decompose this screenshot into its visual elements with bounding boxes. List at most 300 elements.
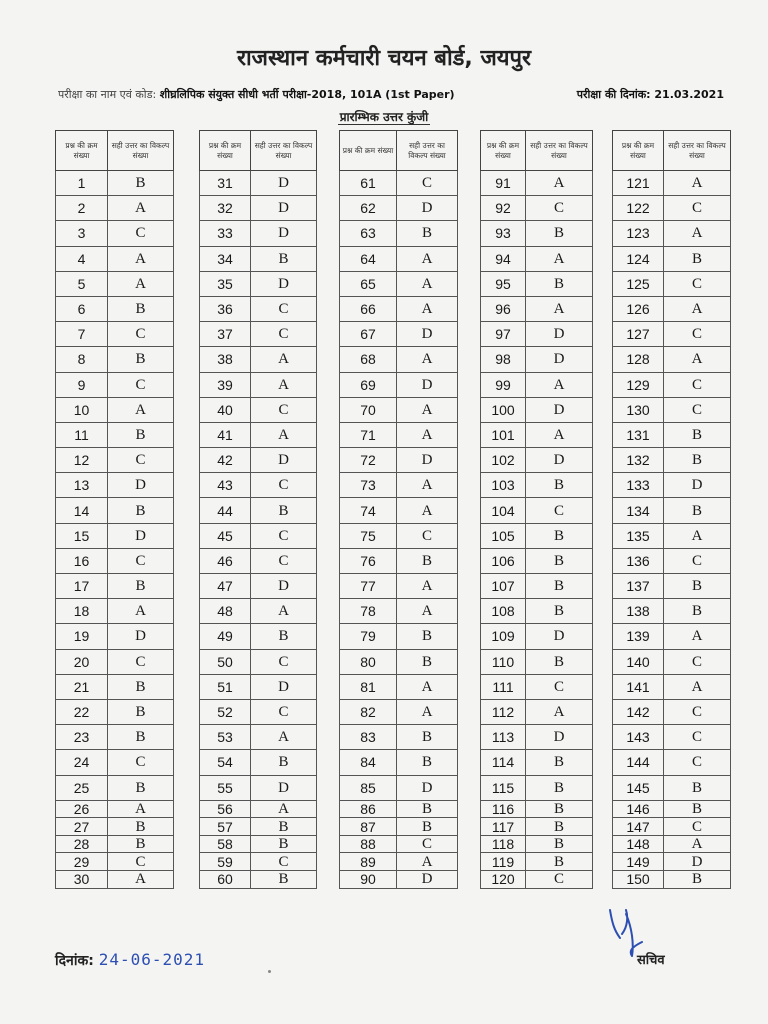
table-row bbox=[613, 196, 731, 221]
table-row bbox=[56, 322, 174, 347]
answer-option: C bbox=[664, 818, 731, 836]
question-number: 123 bbox=[613, 221, 664, 246]
question-number: 122 bbox=[613, 196, 664, 221]
question-number: 105 bbox=[481, 523, 526, 548]
question-number: 33 bbox=[200, 221, 251, 246]
table-row bbox=[613, 397, 731, 422]
question-number: 39 bbox=[200, 372, 251, 397]
table-row bbox=[200, 853, 317, 871]
question-number: 13 bbox=[56, 473, 108, 498]
table-row bbox=[56, 171, 174, 196]
answer-option: B bbox=[108, 818, 174, 836]
table-row bbox=[200, 775, 317, 800]
question-number: 136 bbox=[613, 548, 664, 573]
answer-option: B bbox=[526, 473, 593, 498]
answer-option: B bbox=[526, 750, 593, 775]
table-row bbox=[481, 871, 593, 889]
table-row bbox=[481, 196, 593, 221]
question-number: 37 bbox=[200, 322, 251, 347]
table-row bbox=[200, 221, 317, 246]
answer-table-2 bbox=[199, 130, 317, 889]
table-row bbox=[481, 725, 593, 750]
answer-option: B bbox=[108, 835, 174, 853]
answer-option: C bbox=[664, 322, 731, 347]
table-row bbox=[56, 448, 174, 473]
question-number: 85 bbox=[340, 775, 397, 800]
answer-option: B bbox=[108, 574, 174, 599]
answer-option: A bbox=[108, 271, 174, 296]
answer-option: C bbox=[108, 853, 174, 871]
question-number: 56 bbox=[200, 800, 251, 818]
answer-option: A bbox=[397, 699, 458, 724]
question-number: 81 bbox=[340, 674, 397, 699]
answer-option: A bbox=[526, 372, 593, 397]
question-number: 50 bbox=[200, 649, 251, 674]
answer-option: D bbox=[251, 448, 317, 473]
table-row bbox=[613, 322, 731, 347]
table-row bbox=[481, 271, 593, 296]
question-number: 76 bbox=[340, 548, 397, 573]
answer-table-4 bbox=[480, 130, 593, 889]
answer-option: B bbox=[526, 835, 593, 853]
question-number: 99 bbox=[481, 372, 526, 397]
table-row bbox=[340, 448, 458, 473]
answer-option: D bbox=[526, 322, 593, 347]
answer-option: C bbox=[251, 548, 317, 573]
answer-option: C bbox=[108, 372, 174, 397]
answer-option: A bbox=[397, 498, 458, 523]
question-number: 143 bbox=[613, 725, 664, 750]
table-row bbox=[200, 397, 317, 422]
question-number: 63 bbox=[340, 221, 397, 246]
footer-date bbox=[55, 950, 205, 970]
question-number: 98 bbox=[481, 347, 526, 372]
question-number: 139 bbox=[613, 624, 664, 649]
table-row bbox=[613, 674, 731, 699]
answer-option: B bbox=[526, 548, 593, 573]
table-row bbox=[340, 725, 458, 750]
table-row bbox=[340, 599, 458, 624]
question-number: 126 bbox=[613, 296, 664, 321]
answer-option: B bbox=[664, 800, 731, 818]
table-row bbox=[200, 523, 317, 548]
answer-option: A bbox=[664, 624, 731, 649]
question-number: 146 bbox=[613, 800, 664, 818]
answer-option: D bbox=[397, 775, 458, 800]
table-row bbox=[200, 196, 317, 221]
question-number: 7 bbox=[56, 322, 108, 347]
table-row bbox=[56, 548, 174, 573]
table-row bbox=[200, 871, 317, 889]
question-number: 90 bbox=[340, 871, 397, 889]
table-row bbox=[56, 196, 174, 221]
question-number: 72 bbox=[340, 448, 397, 473]
table-row bbox=[56, 624, 174, 649]
question-number: 137 bbox=[613, 574, 664, 599]
answer-option: B bbox=[397, 221, 458, 246]
answer-option: A bbox=[397, 422, 458, 447]
question-number: 130 bbox=[613, 397, 664, 422]
answer-option: A bbox=[251, 599, 317, 624]
answer-option: B bbox=[664, 599, 731, 624]
answer-option: A bbox=[397, 853, 458, 871]
question-number: 106 bbox=[481, 548, 526, 573]
table-row bbox=[200, 800, 317, 818]
answer-option: B bbox=[108, 725, 174, 750]
question-number: 73 bbox=[340, 473, 397, 498]
question-number: 12 bbox=[56, 448, 108, 473]
table-row bbox=[613, 853, 731, 871]
answer-option: A bbox=[108, 196, 174, 221]
table-row bbox=[56, 523, 174, 548]
answer-option: A bbox=[526, 246, 593, 271]
question-number-header: प्रश्न की क्रम संख्या bbox=[613, 131, 664, 171]
answer-option: A bbox=[397, 574, 458, 599]
question-number: 30 bbox=[56, 871, 108, 889]
answer-option: A bbox=[108, 871, 174, 889]
table-row bbox=[481, 322, 593, 347]
question-number: 93 bbox=[481, 221, 526, 246]
answer-option: A bbox=[397, 246, 458, 271]
correct-option-header: सही उत्तर का विकल्प संख्या bbox=[664, 131, 731, 171]
answer-option: A bbox=[664, 835, 731, 853]
table-row bbox=[56, 296, 174, 321]
table-row bbox=[56, 221, 174, 246]
answer-option: C bbox=[526, 498, 593, 523]
exam-date bbox=[577, 87, 724, 102]
correct-option-header: सही उत्तर का विकल्प संख्या bbox=[526, 131, 593, 171]
table-row bbox=[481, 674, 593, 699]
table-row bbox=[613, 271, 731, 296]
answer-option: C bbox=[108, 221, 174, 246]
table-row bbox=[340, 372, 458, 397]
question-number: 31 bbox=[200, 171, 251, 196]
answer-option: B bbox=[664, 246, 731, 271]
question-number: 80 bbox=[340, 649, 397, 674]
answer-option: B bbox=[526, 818, 593, 836]
answer-option: B bbox=[526, 574, 593, 599]
answer-option: A bbox=[397, 674, 458, 699]
table-row bbox=[613, 871, 731, 889]
answer-option: B bbox=[108, 422, 174, 447]
question-number: 61 bbox=[340, 171, 397, 196]
question-number: 11 bbox=[56, 422, 108, 447]
table-row bbox=[481, 649, 593, 674]
question-number-header: प्रश्न की क्रम संख्या bbox=[56, 131, 108, 171]
question-number: 18 bbox=[56, 599, 108, 624]
question-number: 57 bbox=[200, 818, 251, 836]
table-row bbox=[200, 498, 317, 523]
answer-option: A bbox=[108, 599, 174, 624]
answer-option: B bbox=[664, 422, 731, 447]
table-row bbox=[340, 624, 458, 649]
question-number: 78 bbox=[340, 599, 397, 624]
exam-label: परीक्षा का नाम एवं कोड: bbox=[58, 88, 157, 101]
answer-option: B bbox=[251, 246, 317, 271]
question-number: 103 bbox=[481, 473, 526, 498]
table-row bbox=[481, 246, 593, 271]
question-number: 17 bbox=[56, 574, 108, 599]
table-row bbox=[200, 473, 317, 498]
table-row bbox=[613, 649, 731, 674]
table-row bbox=[340, 296, 458, 321]
table-row bbox=[613, 624, 731, 649]
table-row bbox=[481, 574, 593, 599]
question-number: 144 bbox=[613, 750, 664, 775]
table-row bbox=[340, 221, 458, 246]
answer-option: A bbox=[664, 347, 731, 372]
answer-option: D bbox=[251, 196, 317, 221]
table-row bbox=[613, 725, 731, 750]
question-number: 88 bbox=[340, 835, 397, 853]
answer-option: D bbox=[397, 448, 458, 473]
question-number: 2 bbox=[56, 196, 108, 221]
table-row bbox=[200, 322, 317, 347]
table-row bbox=[200, 372, 317, 397]
answer-option: D bbox=[397, 871, 458, 889]
table-row bbox=[340, 649, 458, 674]
question-number-header: प्रश्न की क्रम संख्या bbox=[200, 131, 251, 171]
answer-option: C bbox=[251, 649, 317, 674]
question-number: 141 bbox=[613, 674, 664, 699]
question-number: 107 bbox=[481, 574, 526, 599]
table-row bbox=[613, 800, 731, 818]
table-row bbox=[481, 853, 593, 871]
answer-option: C bbox=[664, 725, 731, 750]
table-row bbox=[481, 599, 593, 624]
question-number: 124 bbox=[613, 246, 664, 271]
question-number: 65 bbox=[340, 271, 397, 296]
question-number: 70 bbox=[340, 397, 397, 422]
answer-option: A bbox=[108, 397, 174, 422]
question-number: 14 bbox=[56, 498, 108, 523]
question-number: 84 bbox=[340, 750, 397, 775]
question-number: 51 bbox=[200, 674, 251, 699]
table-row bbox=[340, 422, 458, 447]
table-row bbox=[340, 835, 458, 853]
answer-option: A bbox=[526, 422, 593, 447]
table-row bbox=[613, 171, 731, 196]
answer-option: B bbox=[108, 498, 174, 523]
answer-option: B bbox=[251, 871, 317, 889]
answer-option: B bbox=[526, 523, 593, 548]
signatory-title: सचिव bbox=[637, 953, 665, 968]
table-row bbox=[613, 372, 731, 397]
question-number: 134 bbox=[613, 498, 664, 523]
table-row bbox=[481, 473, 593, 498]
table-row bbox=[340, 699, 458, 724]
question-number: 27 bbox=[56, 818, 108, 836]
answer-option: D bbox=[664, 853, 731, 871]
table-row bbox=[340, 397, 458, 422]
question-number: 20 bbox=[56, 649, 108, 674]
table-row bbox=[200, 725, 317, 750]
answer-option: B bbox=[108, 171, 174, 196]
answer-option: B bbox=[526, 221, 593, 246]
table-row bbox=[56, 372, 174, 397]
question-number: 28 bbox=[56, 835, 108, 853]
question-number: 140 bbox=[613, 649, 664, 674]
question-number: 118 bbox=[481, 835, 526, 853]
table-row bbox=[613, 498, 731, 523]
question-number: 100 bbox=[481, 397, 526, 422]
answer-option: B bbox=[664, 574, 731, 599]
table-row bbox=[340, 750, 458, 775]
table-row bbox=[200, 246, 317, 271]
question-number: 21 bbox=[56, 674, 108, 699]
question-number: 101 bbox=[481, 422, 526, 447]
table-row bbox=[613, 422, 731, 447]
question-number: 24 bbox=[56, 750, 108, 775]
footer-date-value: 24-06-2021 bbox=[98, 950, 206, 969]
exam-date-value: 21.03.2021 bbox=[654, 88, 724, 101]
question-number: 16 bbox=[56, 548, 108, 573]
answer-option: C bbox=[526, 871, 593, 889]
answer-option: D bbox=[397, 196, 458, 221]
question-number: 111 bbox=[481, 674, 526, 699]
table-row bbox=[481, 548, 593, 573]
table-row bbox=[481, 422, 593, 447]
question-number: 32 bbox=[200, 196, 251, 221]
answer-option: B bbox=[251, 818, 317, 836]
answer-key-subtitle: प्रारम्भिक उत्तर कुंजी bbox=[339, 110, 429, 124]
answer-option: A bbox=[397, 397, 458, 422]
answer-option: D bbox=[108, 523, 174, 548]
answer-option: D bbox=[251, 574, 317, 599]
table-row bbox=[200, 548, 317, 573]
table-row bbox=[56, 775, 174, 800]
question-number: 95 bbox=[481, 271, 526, 296]
question-number: 121 bbox=[613, 171, 664, 196]
answer-option: B bbox=[251, 498, 317, 523]
answer-option: C bbox=[108, 322, 174, 347]
answer-option: B bbox=[397, 548, 458, 573]
question-number: 138 bbox=[613, 599, 664, 624]
table-row bbox=[200, 599, 317, 624]
question-number: 149 bbox=[613, 853, 664, 871]
table-row bbox=[56, 699, 174, 724]
table-row bbox=[613, 699, 731, 724]
answer-option: C bbox=[251, 523, 317, 548]
question-number: 142 bbox=[613, 699, 664, 724]
answer-table-3 bbox=[339, 130, 458, 889]
table-row bbox=[56, 397, 174, 422]
table-row bbox=[481, 448, 593, 473]
question-number: 23 bbox=[56, 725, 108, 750]
answer-option: A bbox=[108, 800, 174, 818]
answer-option: A bbox=[526, 699, 593, 724]
table-row bbox=[56, 347, 174, 372]
answer-option: B bbox=[108, 347, 174, 372]
answer-option: A bbox=[251, 422, 317, 447]
question-number: 15 bbox=[56, 523, 108, 548]
question-number: 87 bbox=[340, 818, 397, 836]
table-row bbox=[340, 322, 458, 347]
answer-option: D bbox=[251, 171, 317, 196]
table-row bbox=[56, 674, 174, 699]
answer-option: C bbox=[397, 835, 458, 853]
answer-option: A bbox=[664, 171, 731, 196]
answer-option: D bbox=[251, 674, 317, 699]
answer-option: B bbox=[108, 296, 174, 321]
table-row bbox=[200, 448, 317, 473]
answer-option: B bbox=[108, 674, 174, 699]
question-number: 3 bbox=[56, 221, 108, 246]
answer-option: B bbox=[108, 699, 174, 724]
question-number: 19 bbox=[56, 624, 108, 649]
table-row bbox=[613, 347, 731, 372]
answer-option: C bbox=[251, 322, 317, 347]
answer-option: B bbox=[526, 853, 593, 871]
answer-option: D bbox=[397, 372, 458, 397]
question-number: 25 bbox=[56, 775, 108, 800]
question-number: 135 bbox=[613, 523, 664, 548]
answer-option: C bbox=[664, 271, 731, 296]
answer-option: A bbox=[664, 674, 731, 699]
table-row bbox=[613, 296, 731, 321]
answer-option: C bbox=[664, 699, 731, 724]
table-row bbox=[613, 835, 731, 853]
question-number: 112 bbox=[481, 699, 526, 724]
footer-date-label: दिनांक: bbox=[55, 953, 94, 969]
question-number: 128 bbox=[613, 347, 664, 372]
table-row bbox=[56, 750, 174, 775]
table-row bbox=[56, 246, 174, 271]
table-row bbox=[56, 422, 174, 447]
answer-option: A bbox=[397, 271, 458, 296]
question-number: 89 bbox=[340, 853, 397, 871]
answer-option: A bbox=[664, 523, 731, 548]
question-number: 22 bbox=[56, 699, 108, 724]
answer-option: B bbox=[664, 498, 731, 523]
question-number: 60 bbox=[200, 871, 251, 889]
question-number: 54 bbox=[200, 750, 251, 775]
table-row bbox=[481, 800, 593, 818]
answer-option: B bbox=[526, 649, 593, 674]
question-number: 10 bbox=[56, 397, 108, 422]
answer-option: A bbox=[251, 347, 317, 372]
question-number: 42 bbox=[200, 448, 251, 473]
question-number: 59 bbox=[200, 853, 251, 871]
table-row bbox=[200, 699, 317, 724]
question-number: 131 bbox=[613, 422, 664, 447]
question-number: 113 bbox=[481, 725, 526, 750]
table-row bbox=[200, 835, 317, 853]
answer-option: D bbox=[108, 624, 174, 649]
question-number: 109 bbox=[481, 624, 526, 649]
question-number: 77 bbox=[340, 574, 397, 599]
answer-option: C bbox=[397, 523, 458, 548]
answer-option: C bbox=[251, 473, 317, 498]
question-number: 115 bbox=[481, 775, 526, 800]
table-row bbox=[200, 296, 317, 321]
question-number: 4 bbox=[56, 246, 108, 271]
answer-option: B bbox=[397, 818, 458, 836]
table-row bbox=[613, 448, 731, 473]
answer-option: B bbox=[397, 800, 458, 818]
question-number: 116 bbox=[481, 800, 526, 818]
table-row bbox=[481, 835, 593, 853]
answer-option: C bbox=[251, 699, 317, 724]
answer-option: C bbox=[664, 750, 731, 775]
table-row bbox=[340, 171, 458, 196]
answer-option: C bbox=[251, 296, 317, 321]
table-row bbox=[481, 699, 593, 724]
table-row bbox=[340, 775, 458, 800]
question-number: 5 bbox=[56, 271, 108, 296]
question-number: 127 bbox=[613, 322, 664, 347]
answer-option: C bbox=[108, 750, 174, 775]
